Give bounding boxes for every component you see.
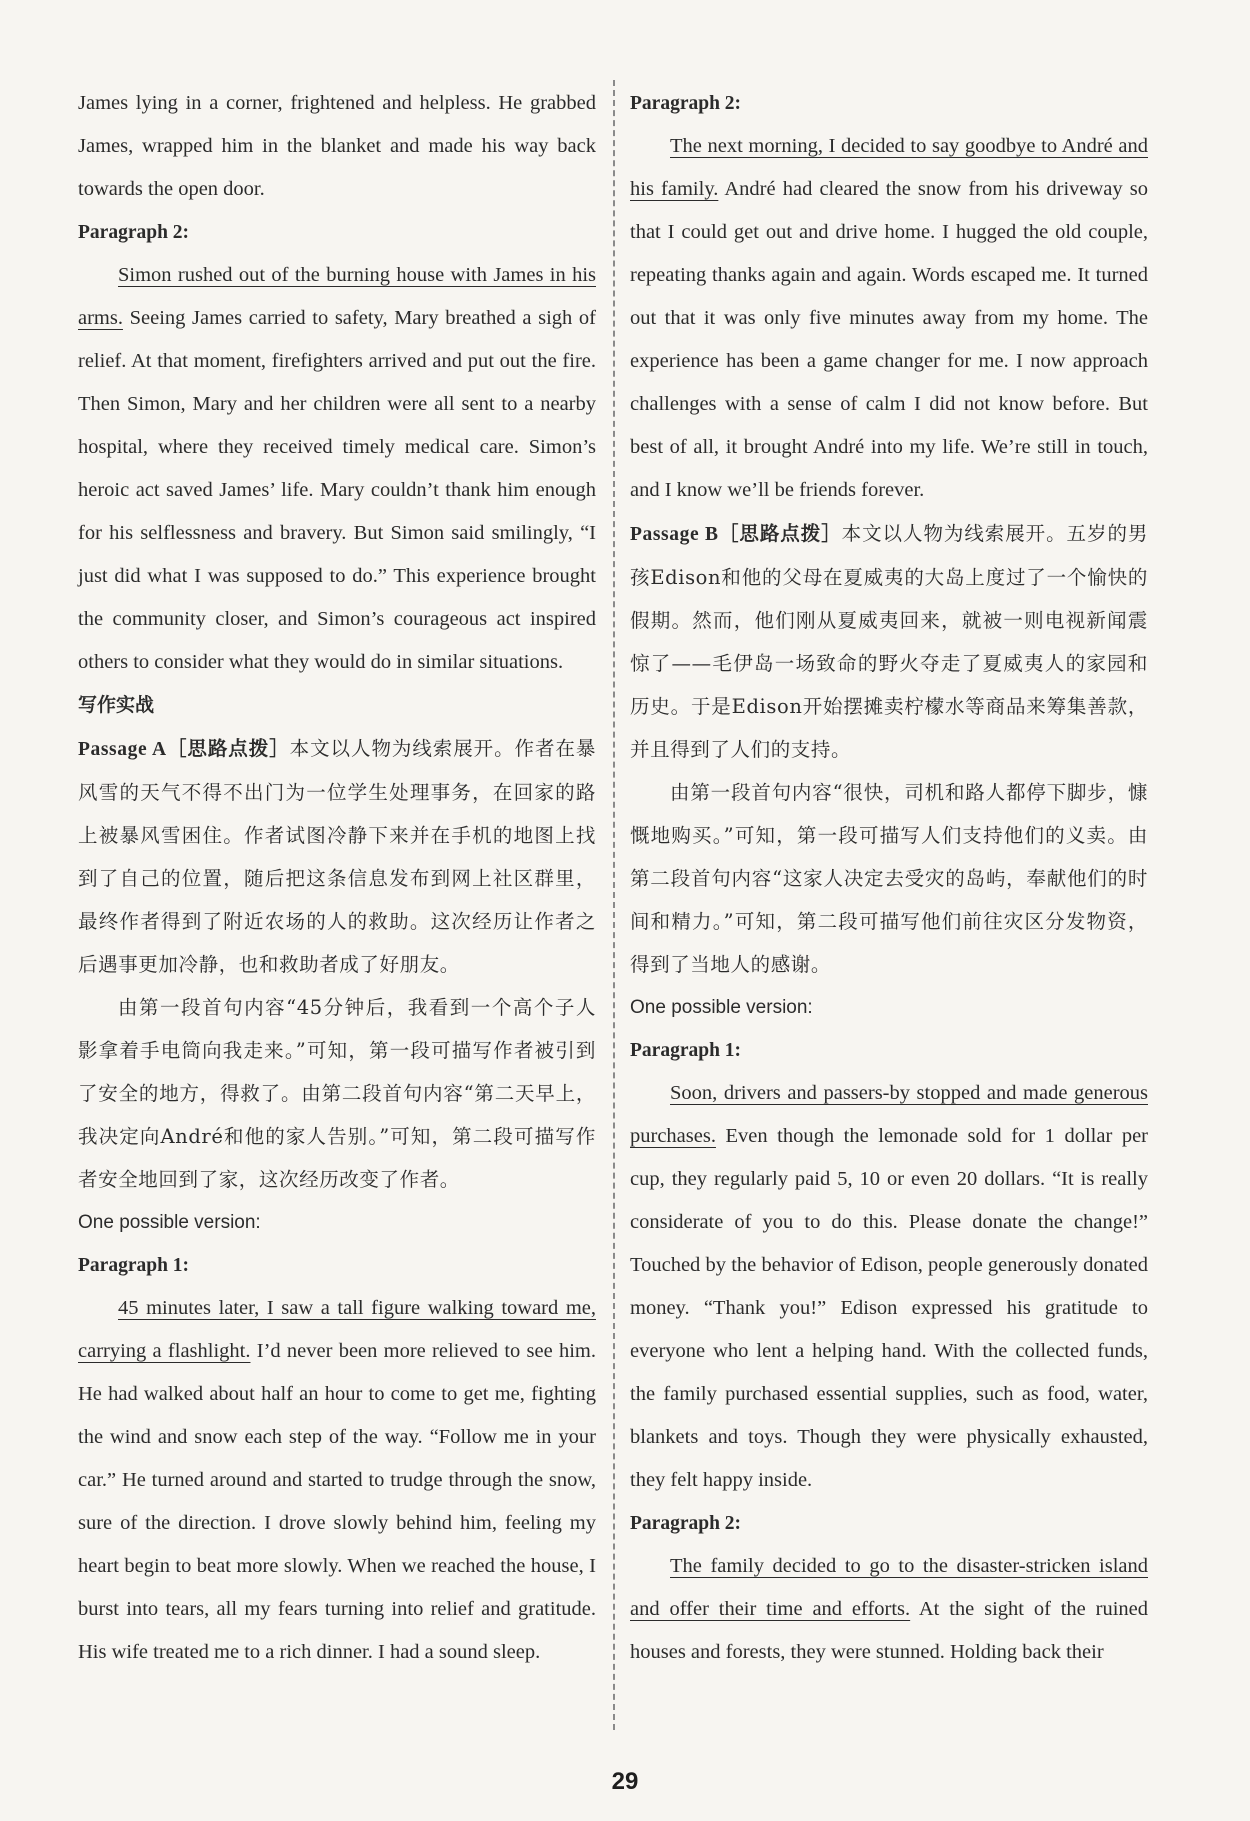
paragraph-2-heading: Paragraph 2: — [78, 222, 190, 243]
left-column — [78, 82, 596, 1674]
underlined-opening-sentence: 45 minutes later, I saw a tall figure walking toward me, carrying a flashlight. — [78, 1297, 596, 1362]
paragraph-2-body — [630, 125, 1148, 512]
underlined-opening-sentence: Simon rushed out of the burning house with James in his arms. — [78, 264, 596, 329]
paragraph-2-text: At the sight of the ruined houses and forests, they were stunned. Holding back their — [630, 1598, 1149, 1663]
paragraph-1-body — [630, 1072, 1148, 1502]
underlined-opening-sentence: The family decided to go to the disaster-stricken island and offer their time and efforts. — [630, 1555, 1148, 1620]
passage-b-label: Passage B［思路点拨］ — [630, 524, 842, 545]
possible-version-label: One possible version: — [78, 1212, 261, 1233]
paragraph-1-text: Even though the lemonade sold for 1 dollar per cup, they regularly paid 5, 10 or even 20 dollars. “It is really considerate of you to do this. Please donate the change!” Touched by the behavior of Edison, people generously donated money. “Thank you!” Edison expressed his gratitude to everyone who lent a helping hand. With the collected funds, the family purchased essential supplies, such as food, water, blankets and toys. Though they were physically exhausted, they felt happy inside. — [630, 1125, 1148, 1491]
paragraph-1-heading: Paragraph 1: — [630, 1040, 742, 1061]
right-column — [630, 82, 1148, 1674]
passage-a-summary: 本文以人物为线索展开。作者在暴风雪的天气不得不出门为一位学生处理事务，在回家的路上被暴风雪困住。作者试图冷静下来并在手机的地图上找到了自己的位置，随后把这条信息发布到网上社区群里，最终作者得到了附近农场的人的救助。这次经历让作者之后遇事更加冷静，也和救助者成了好朋友。 — [78, 737, 596, 976]
passage-a-guide — [78, 727, 596, 986]
passage-a-analysis: 由第一段首句内容“45分钟后，我看到一个高个子人影拿着手电筒向我走来。”可知，第一段可描写作者被引到了安全的地方，得救了。由第二段首句内容“第二天早上，我决定向André和他的家人告别。”可知，第二段可描写作者安全地回到了家，这次经历改变了作者。 — [78, 996, 596, 1191]
paragraph-1-text: I’d never been more relieved to see him. He had walked about half an hour to come to get me, fighting the wind and snow each step of the way. “Follow me in your car.” He turned around and started to trudge through the snow, sure of the direction. I drove slowly behind him, feeling my heart begin to beat more slowly. When we reached the house, I burst into tears, all my fears turning into relief and gratitude. His wife treated me to a rich dinner. I had a sound sleep. — [78, 1340, 596, 1663]
paragraph-2-heading: Paragraph 2: — [630, 93, 742, 114]
column-divider — [613, 80, 615, 1730]
paragraph-2-text: Seeing James carried to safety, Mary breathed a sigh of relief. At that moment, firefighters arrived and put out the fire. Then Simon, Mary and her children were all sent to a nearby hospital, where they received timely medical care. Simon’s heroic act saved James’ life. Mary couldn’t thank him enough for his selflessness and bravery. But Simon said smilingly, “I just did what I was supposed to do.” This experience brought the community closer, and Simon’s courageous act inspired others to consider what they would do in similar situations. — [78, 307, 596, 673]
paragraph-continued: James lying in a corner, frightened and helpless. He grabbed James, wrapped him in the blanket and made his way back towards the open door. — [78, 92, 596, 200]
passage-a-label: Passage A［思路点拨］ — [78, 739, 290, 760]
paragraph-1-body — [78, 1287, 596, 1674]
underlined-opening-sentence: The next morning, I decided to say goodbye to André and his family. — [630, 135, 1148, 200]
paragraph-1-heading: Paragraph 1: — [78, 1255, 190, 1276]
paragraph-2-body — [630, 1545, 1148, 1674]
page-number: 29 — [611, 1768, 639, 1795]
paragraph-2-heading: Paragraph 2: — [630, 1513, 742, 1534]
possible-version-label: One possible version: — [630, 997, 813, 1018]
passage-b-analysis: 由第一段首句内容“很快，司机和路人都停下脚步，慷慨地购买。”可知，第一段可描写人们支持他们的义卖。由第二段首句内容“这家人决定去受灾的岛屿，奉献他们的时间和精力。”可知，第二段可描写他们前往灾区分发物资，得到了当地人的感谢。 — [630, 781, 1148, 976]
passage-b-guide — [630, 512, 1148, 771]
passage-b-summary: 本文以人物为线索展开。五岁的男孩Edison和他的父母在夏威夷的大岛上度过了一个愉快的假期。然而，他们刚从夏威夷回来，就被一则电视新闻震惊了——毛伊岛一场致命的野火夺走了夏威夷人的家园和历史。于是Edison开始摆摊卖柠檬水等商品来筹集善款，并且得到了人们的支持。 — [630, 522, 1148, 761]
paragraph-2-body — [78, 254, 596, 684]
underlined-opening-sentence: Soon, drivers and passers-by stopped and made generous purchases. — [630, 1082, 1148, 1147]
paragraph-2-text: André had cleared the snow from his driveway so that I could get out and drive home. I hugged the old couple, repeating thanks again and again. Words escaped me. It turned out that it was only five minutes away from my home. The experience has been a game changer for me. I now approach challenges with a sense of calm I did not know before. But best of all, it brought André into my life. We’re still in touch, and I know we’ll be friends forever. — [630, 178, 1148, 501]
section-title: 写作实战 — [78, 694, 155, 716]
